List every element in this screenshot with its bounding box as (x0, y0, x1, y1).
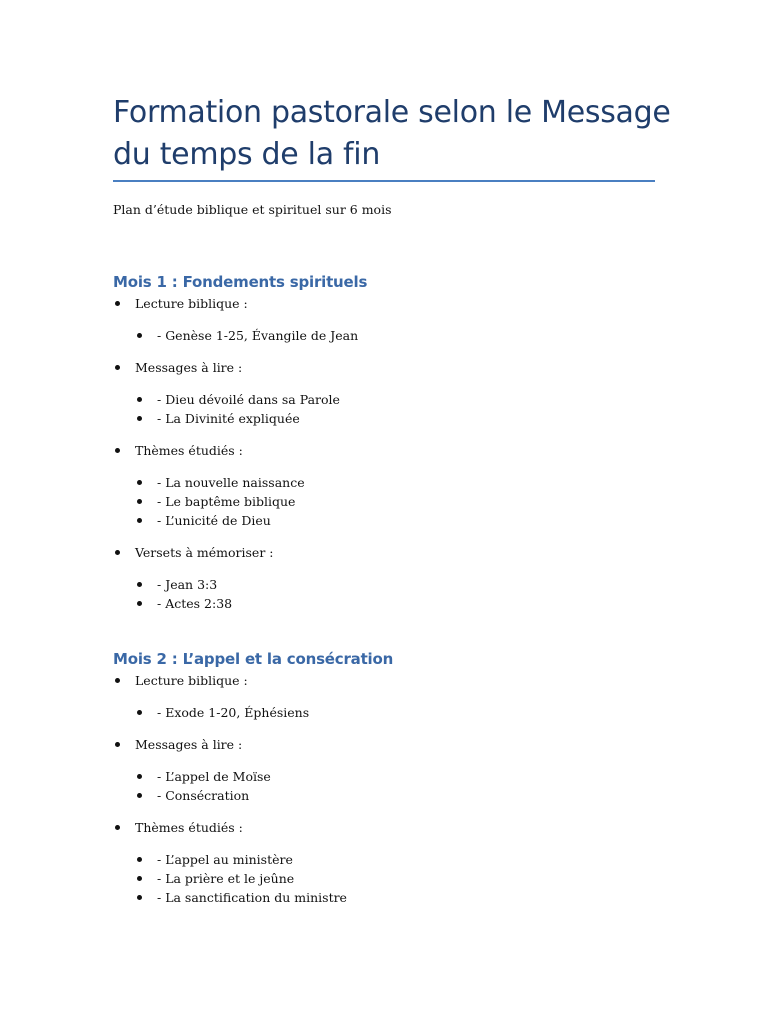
bullet-icon (115, 825, 120, 830)
sub-list-item-text: - Dieu dévoilé dans sa Parole (157, 392, 340, 407)
list-item-label: Thèmes étudiés : (135, 443, 243, 458)
bullet-icon (137, 710, 142, 715)
sub-list-item-text: - Jean 3:3 (157, 577, 218, 592)
bullet-icon (137, 895, 142, 900)
section-heading: Mois 2 : L’appel et la consécration (113, 650, 394, 668)
bullet-icon (115, 301, 120, 306)
section-month-2 (113, 649, 673, 905)
bullet-icon (137, 416, 142, 421)
sub-list-item-text: - Le baptême biblique (157, 494, 296, 509)
title-underline (113, 180, 655, 182)
section-heading: Mois 1 : Fondements spirituels (113, 273, 368, 291)
list-item-label: Lecture biblique : (135, 673, 248, 688)
list-item-label: Messages à lire : (135, 737, 243, 752)
sub-list-item-text: - La sanctification du ministre (157, 890, 347, 905)
sub-list-item-text: - Actes 2:38 (157, 596, 233, 611)
section-month-1 (113, 272, 673, 611)
sub-list-item-text: - La prière et le jeûne (157, 871, 295, 886)
bullet-icon (115, 742, 120, 747)
list-item-label: Thèmes étudiés : (135, 820, 243, 835)
sub-list-item-text: - La nouvelle naissance (157, 475, 305, 490)
bullet-icon (137, 518, 142, 523)
bullet-icon (137, 876, 142, 881)
sub-list-item-text: - Consécration (157, 788, 250, 803)
bullet-icon (115, 448, 120, 453)
bullet-icon (137, 774, 142, 779)
list-item-label: Lecture biblique : (135, 296, 248, 311)
bullet-icon (137, 397, 142, 402)
sub-list-item-text: - La Divinité expliquée (157, 411, 300, 426)
bullet-icon (115, 550, 120, 555)
bullet-icon (137, 793, 142, 798)
list-item-label: Versets à mémoriser : (135, 545, 274, 560)
bullet-icon (137, 499, 142, 504)
bullet-icon (115, 678, 120, 683)
list-item-label: Messages à lire : (135, 360, 243, 375)
bullet-icon (137, 601, 142, 606)
document-subtitle: Plan d’étude biblique et spirituel sur 6 mois (113, 202, 392, 217)
bullet-icon (137, 333, 142, 338)
sub-list-item-text: - Exode 1-20, Éphésiens (157, 705, 310, 720)
document-title: Formation pastorale selon le Message du temps de la fin (113, 95, 671, 172)
sub-list-item-text: - L’unicité de Dieu (157, 513, 271, 528)
bullet-icon (137, 582, 142, 587)
bullet-icon (137, 480, 142, 485)
sub-list-item-text: - L’appel au ministère (157, 852, 293, 867)
bullet-icon (115, 365, 120, 370)
sub-list-item-text: - L’appel de Moïse (157, 769, 271, 784)
sub-list-item-text: - Genèse 1-25, Évangile de Jean (157, 328, 359, 343)
bullet-icon (137, 857, 142, 862)
